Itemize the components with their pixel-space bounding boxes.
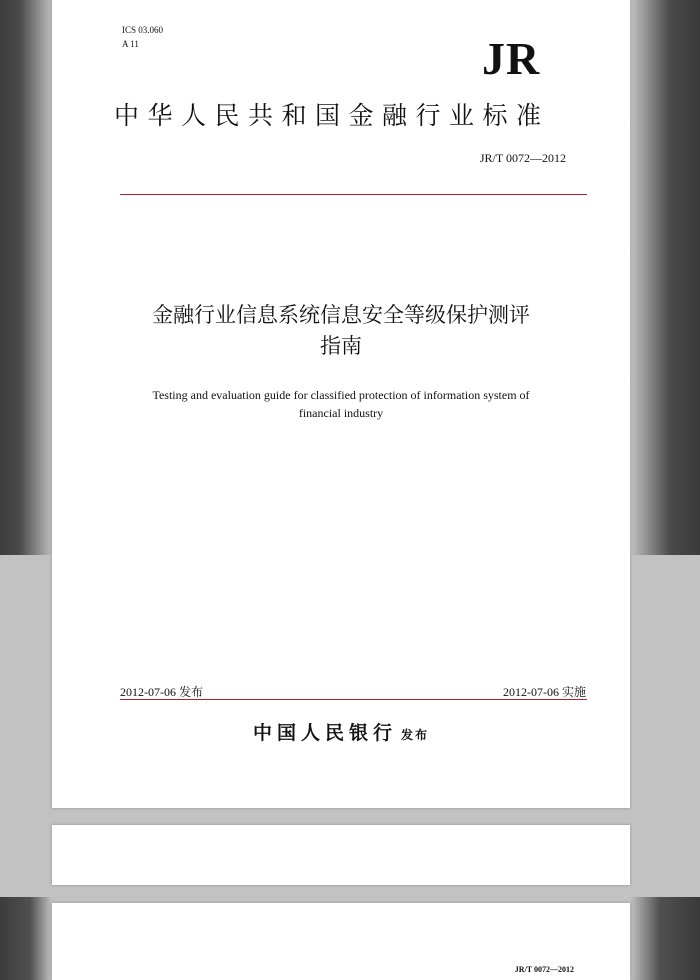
issuer-name: 中国人民银行 [252,722,397,744]
title-en-line-2: financial industry [298,406,384,420]
title-cn-line-1: 金融行业信息系统信息安全等级保护测评 [152,303,530,327]
issuer-suffix: 发布 [401,728,430,742]
bottom-divider [120,699,587,700]
classification-code: A 11 [122,39,139,49]
implementation-date: 2012-07-06 实施 [503,685,586,699]
issuer-line [52,718,630,745]
ics-code: ICS 03.060 [122,25,164,35]
standard-number: JR/T 0072—2012 [479,151,566,165]
document-title-cn [52,300,630,362]
issue-date: 2012-07-06 发布 [120,685,203,699]
document-page-3[interactable] [52,903,630,980]
standard-name: 中华人民共和国金融行业标准 [114,101,550,130]
jr-standard-mark: JR [482,33,541,84]
page-header-number: JR/T 0072—2012 [514,965,574,974]
title-en-line-1: Testing and evaluation guide for classified protection of information system of [152,388,530,402]
title-cn-line-2: 指南 [320,334,362,358]
top-divider [120,194,587,195]
document-title-en [52,386,630,422]
document-page-blank[interactable] [52,825,630,885]
document-page-cover[interactable] [52,0,630,808]
